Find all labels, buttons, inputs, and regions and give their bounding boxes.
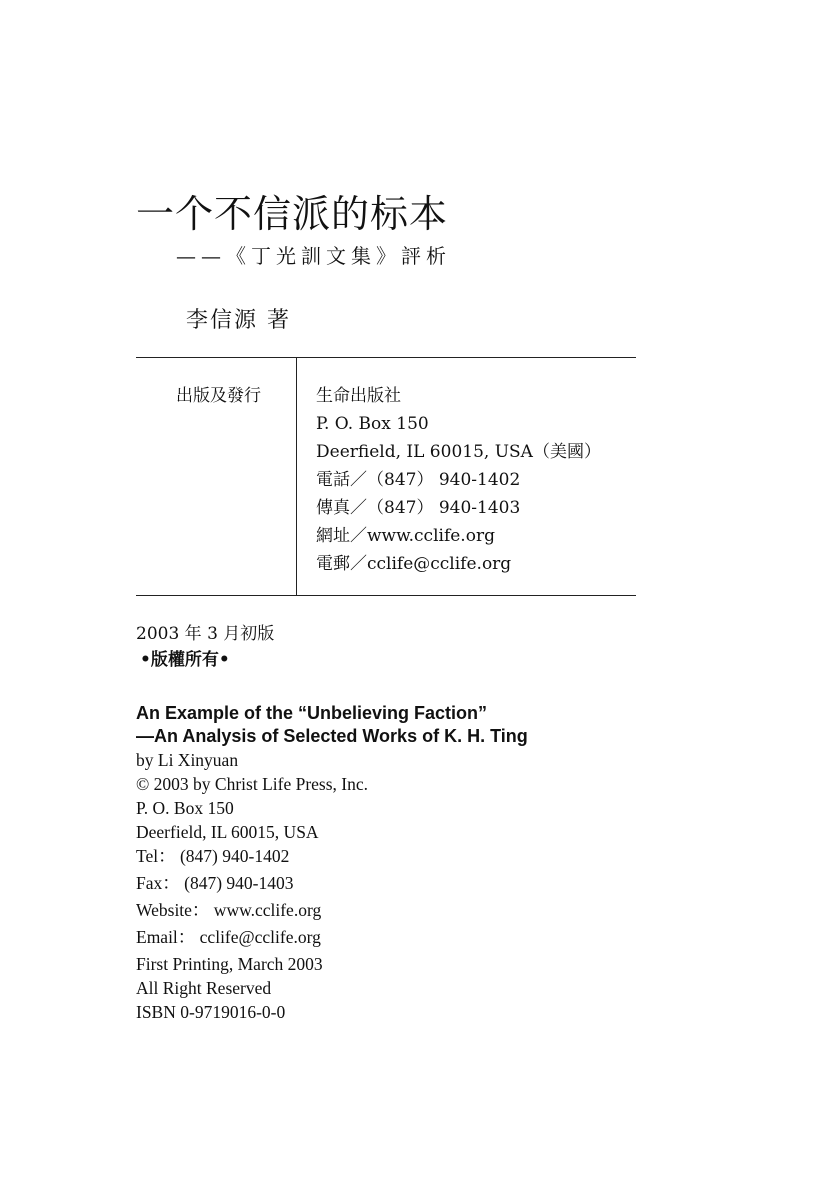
english-isbn: ISBN 0-9719016-0-0	[136, 1002, 286, 1022]
english-credits	[136, 748, 368, 1024]
publisher-email: 電郵／cclife@cclife.org	[316, 554, 512, 574]
top-divider	[136, 357, 636, 358]
publisher-name: 生命出版社	[316, 386, 401, 406]
english-author: by Li Xinyuan	[136, 750, 239, 770]
english-title-line-1: An Example of the “Unbelieving Faction”	[136, 703, 488, 723]
english-tel: Tel： (847) 940-1402	[136, 846, 290, 866]
english-city: Deerfield, IL 60015, USA	[136, 822, 319, 842]
publisher-fax: 傳真／（847） 940-1403	[316, 498, 521, 518]
english-title	[136, 702, 528, 748]
rights-notice: •版權所有•	[140, 650, 230, 670]
english-rights: All Right Reserved	[136, 978, 272, 998]
author-credit: 李信源 著	[186, 308, 291, 333]
english-printing: First Printing, March 2003	[136, 954, 323, 974]
vertical-divider	[296, 357, 297, 595]
edition-info: 2003 年 3 月初版	[136, 624, 275, 644]
book-subtitle: ——《丁光訓文集》評析	[176, 244, 451, 268]
english-fax: Fax： (847) 940-1403	[136, 873, 294, 893]
publisher-po-box: P. O. Box 150	[316, 414, 429, 434]
publisher-label: 出版及發行	[176, 386, 261, 406]
english-title-line-2: —An Analysis of Selected Works of K. H. Ting	[136, 726, 528, 746]
english-po-box: P. O. Box 150	[136, 798, 234, 818]
english-website: Website： www.cclife.org	[136, 900, 322, 920]
english-email: Email： cclife@cclife.org	[136, 927, 321, 947]
bottom-divider	[136, 595, 636, 596]
english-copyright: © 2003 by Christ Life Press, Inc.	[136, 774, 369, 794]
publisher-city: Deerfield, IL 60015, USA（美國）	[316, 442, 601, 462]
book-title: 一个不信派的标本	[136, 192, 449, 236]
publisher-phone: 電話／（847） 940-1402	[316, 470, 521, 490]
publisher-website: 網址／www.cclife.org	[316, 526, 495, 546]
publisher-details	[316, 384, 601, 580]
